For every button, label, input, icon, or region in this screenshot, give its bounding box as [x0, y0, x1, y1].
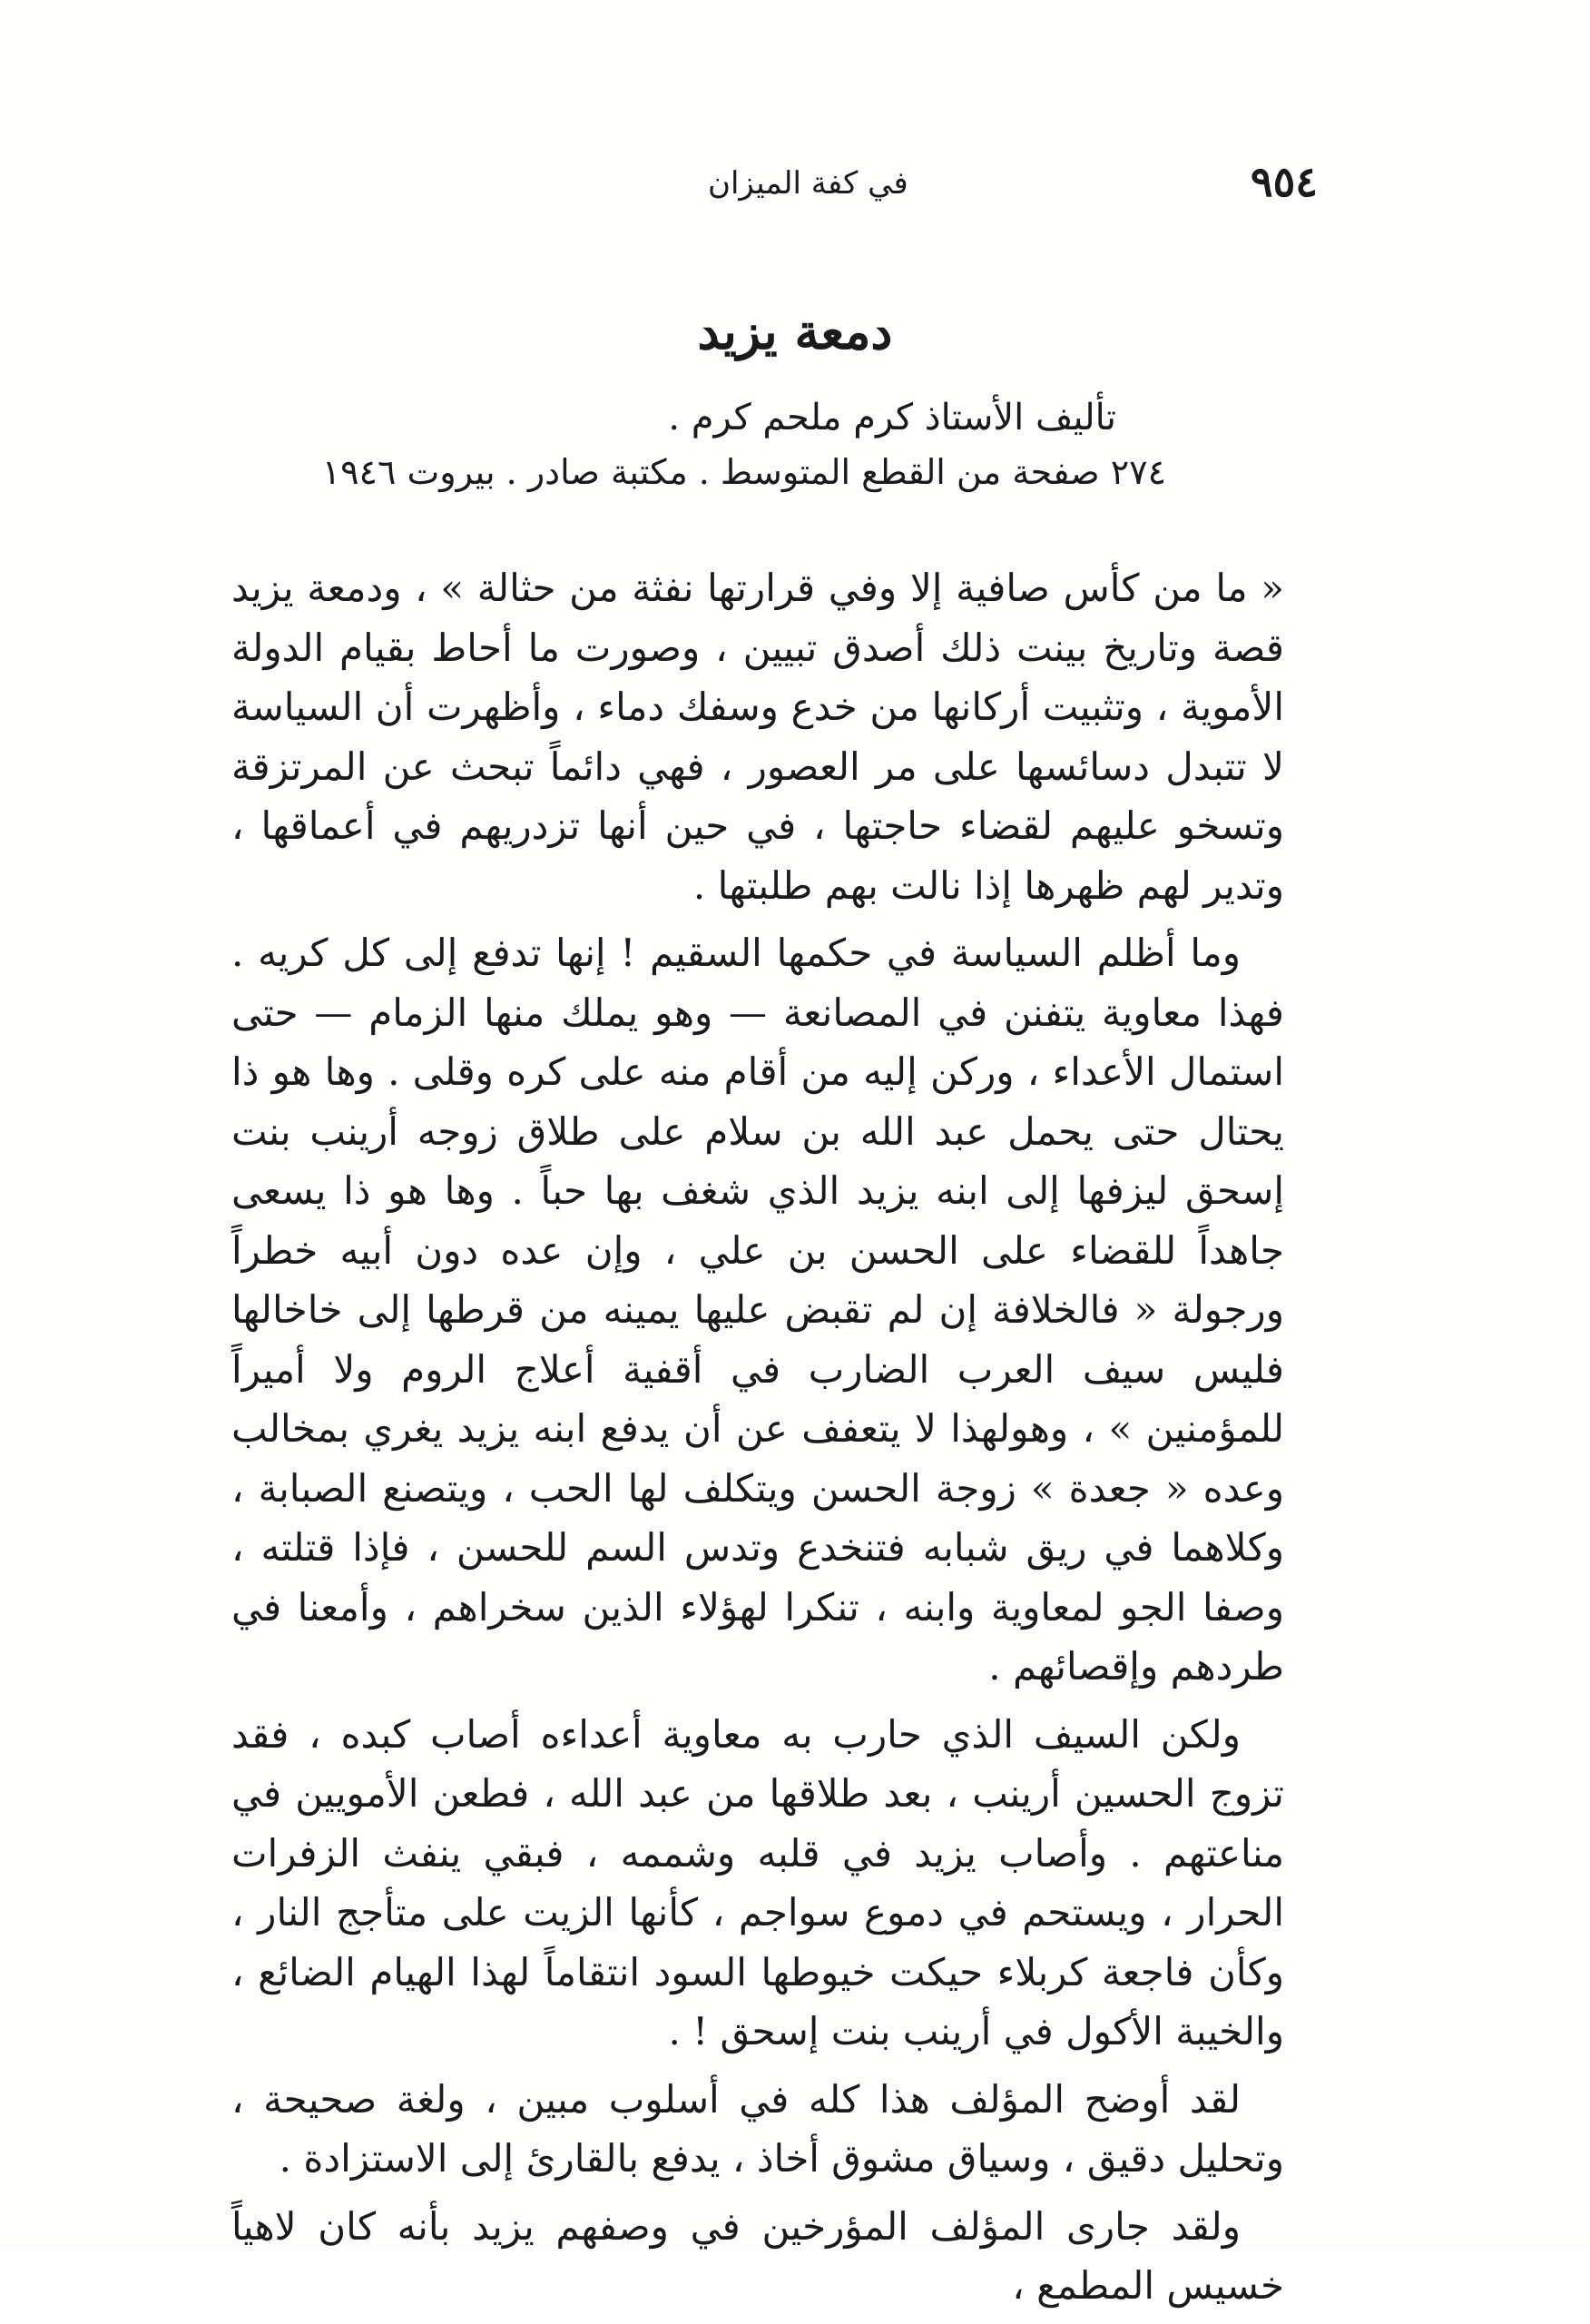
- book-publication-line: ٢٧٤ صفحة من القطع المتوسط . مكتبة صادر . بيروت ١٩٤٦: [321, 452, 1166, 492]
- paragraph-4: لقد أوضح المؤلف هذا كله في أسلوب مبين ، ولغة صحيحة ، وتحليل دقيق ، وسياق مشوق أخاذ ، يدفع بالقارئ إلى الاستزادة .: [231, 2076, 1284, 2181]
- page-number: ٩٥٤: [1250, 157, 1318, 206]
- book-author-line: تأليف الأستاذ كرم ملحم كرم .: [668, 397, 1116, 438]
- review-title: دمعة يزيد: [697, 302, 893, 360]
- paragraph-3: ولكن السيف الذي حارب به معاوية أعداءه أصاب كبده ، فقد تزوج الحسين أرينب ، بعد طلاقها من عبد الله ، فطعن الأمويين في مناعتهم . وأصاب يزيد في قلبه وشممه ، فبقي ينفث الزفرات الحرار ، ويستحم في دموع سواجم ، كأنها الزيت على متأجج النار ، وكأن فاجعة كربلاء حيكت خيوطها السود انتقاماً لهذا الهيام الضائع ، والخيبة الأكول في أرينب بنت إسحق ! .: [231, 1711, 1284, 2053]
- running-title: في كفة الميزان: [708, 165, 908, 202]
- running-head: [227, 154, 1318, 209]
- review-body: [231, 558, 1284, 2324]
- paragraph-2: وما أظلم السياسة في حكمها السقيم ! إنها تدفع إلى كل كريه . فهذا معاوية يتفنن في المصانعة — وهو يملك منها الزمام — حتى استمال الأعداء ، وركن إليه من أقام منه على كره وقلى . وها هو ذا يحتال حتى يحمل عبد الله بن سلام على طلاق زوجه أرينب بنت إسحق ليزفها إلى ابنه يزيد الذي شغف بها حباً . وها هو ذا يسعى جاهداً للقضاء على الحسن بن علي ، وإن عده دون أبيه خطراً ورجولة « فالخلافة إن لم تقبض عليها يمينه من قرطها إلى خاخالها فليس سيف العرب الضارب في أقفية أعلاج الروم ولا أميراً للمؤمنين » ، وهولهذا لا يتعفف عن أن يدفع ابنه يزيد يغري بمخالب وعده « جعدة » زوجة الحسن ويتكلف لها الحب ، ويتصنع الصبابة ، وكلاهما في ريق شبابه فتنخدع وتدس السم للحسن ، فإذا قتلته ، وصفا الجو لمعاوية وابنه ، تنكرا لهؤلاء الذين سخراهم ، وأمعنا في طردهم وإقصائهم .: [231, 931, 1285, 1689]
- paragraph-5: ولقد جارى المؤلف المؤرخين في وصفهم يزيد بأنه كان لاهياً خسيس المطمع ،: [231, 2203, 1284, 2308]
- book-metadata: [272, 390, 1252, 499]
- paragraph-1: « ما من كأس صافية إلا وفي قرارتها نفثة من حثالة » ، ودمعة يزيد قصة وتاريخ بينت ذلك أصدق تبيين ، وصورت ما أحاط بقيام الدولة الأموية ، وتثبيت أركانها من خدع وسفك دماء ، وأظهرت أن السياسة لا تتبدل دسائسها على مر العصور ، فهي دائماً تبحث عن المرتزقة وتسخو عليهم لقضاء حاجتها ، في حين أنها تزدريهم في أعماقها ، وتدير لهم ظهرها إذا نالت بهم طلبتها .: [231, 566, 1284, 908]
